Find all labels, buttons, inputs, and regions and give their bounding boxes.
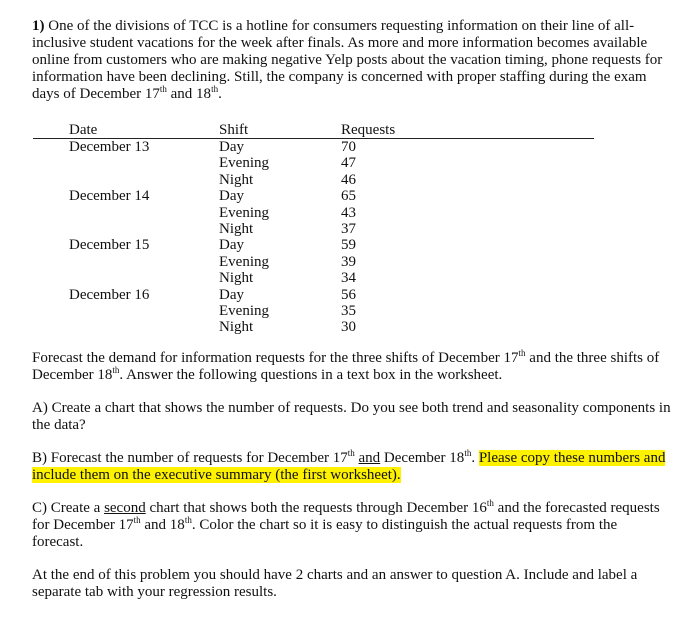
cell-shift: Day (219, 237, 244, 254)
forecast-sup-2: th (112, 364, 120, 375)
cell-date (33, 205, 219, 221)
cell-shift: Evening (219, 253, 269, 270)
question-c-sup-1: th (486, 497, 494, 508)
header-shift: Shift (219, 122, 341, 139)
question-b-highlight: Please copy these numbers and include them on the executive summary (the first worksheet). (32, 449, 666, 483)
intro-sup-1: th (159, 84, 167, 94)
question-a (32, 400, 672, 434)
intro-text-2: and 18 (166, 86, 212, 102)
cell-shift: Day (219, 188, 244, 205)
question-b-and: and (358, 449, 381, 466)
question-c (32, 497, 672, 551)
table-row (33, 287, 594, 303)
cell-shift: Night (219, 319, 254, 336)
question-c-sup-3: th (184, 514, 192, 525)
cell-date (33, 221, 219, 237)
requests-table (33, 122, 594, 336)
table-row (33, 270, 594, 286)
cell-date (33, 319, 219, 335)
cell-requests: 35 (341, 303, 356, 320)
cell-shift: Night (219, 270, 254, 287)
question-number: 1) (32, 18, 45, 34)
cell-shift: Evening (219, 303, 269, 320)
cell-date: December 13 (69, 139, 150, 155)
intro-text-1: One of the divisions of TCC is a hotline for consumers requesting information on their line of all-inclusive student vacations for the week after finals. As more and more information becomes available online from customers who are making negative Yelp posts about the vacation timing, phone requests for information have been declining. Still, the company is concerned with proper staffing during the exam days of December 17 (32, 18, 663, 102)
table-row (33, 237, 594, 253)
table-body (33, 139, 594, 336)
question-b-text-3: December 18 (380, 449, 465, 466)
cell-requests: 70 (341, 139, 356, 155)
table-row (33, 172, 594, 188)
cell-requests: 37 (341, 221, 356, 238)
question-c-text-2: chart that shows both the requests through December 16 (145, 499, 487, 516)
closing-text: At the end of this problem you should have 2 charts and an answer to question A. Include and label a separate tab with your regression results. (32, 566, 638, 600)
question-b-sup-2: th (464, 447, 472, 458)
cell-requests: 59 (341, 237, 356, 254)
cell-date: December 16 (69, 286, 150, 303)
cell-shift: Evening (219, 204, 269, 221)
question-a-text: A) Create a chart that shows the number of requests. Do you see both trend and seasonality components in the data? (32, 399, 671, 433)
table-row (33, 188, 594, 204)
question-c-second: second (104, 499, 146, 516)
cell-date (33, 270, 219, 286)
cell-requests: 65 (341, 188, 356, 205)
question-b-text-1: B) Forecast the number of requests for December 17 (32, 449, 348, 466)
forecast-text-1: Forecast the demand for information requests for the three shifts of December 17 (32, 349, 519, 366)
question-c-text-3: and the forecasted requests for December 17 (32, 499, 660, 533)
cell-date (33, 155, 219, 171)
cell-date: December 15 (69, 237, 150, 254)
question-b-text-4: . (471, 449, 479, 466)
cell-requests: 30 (341, 319, 356, 336)
table-row (33, 205, 594, 221)
table-header-row (33, 122, 594, 139)
cell-requests: 47 (341, 155, 356, 172)
cell-date (33, 172, 219, 188)
closing-paragraph (32, 567, 672, 601)
cell-date (33, 254, 219, 270)
table-row (33, 303, 594, 319)
question-c-sup-2: th (133, 514, 141, 525)
cell-shift: Night (219, 221, 254, 238)
cell-date: December 14 (69, 188, 150, 205)
forecast-sup-1: th (518, 347, 526, 358)
cell-requests: 56 (341, 286, 356, 303)
cell-date (33, 303, 219, 319)
intro-paragraph (32, 18, 672, 103)
cell-requests: 34 (341, 270, 356, 287)
cell-requests: 46 (341, 171, 356, 188)
forecast-text-3: . Answer the following questions in a text box in the worksheet. (119, 366, 503, 383)
question-c-text-4: and 18 (140, 516, 185, 533)
cell-shift: Day (219, 286, 244, 303)
document-page (32, 10, 672, 601)
table-row (33, 221, 594, 237)
cell-shift: Night (219, 171, 254, 188)
intro-sup-2: th (211, 84, 219, 94)
forecast-paragraph (32, 347, 672, 384)
table-row (33, 139, 594, 156)
cell-shift: Evening (219, 155, 269, 172)
table-row (33, 155, 594, 171)
header-date: Date (33, 122, 219, 139)
header-requests: Requests (341, 122, 594, 139)
question-c-text-5: . Color the chart so it is easy to distinguish the actual requests from the forecast. (32, 516, 618, 550)
cell-requests: 39 (341, 253, 356, 270)
table-row (33, 319, 594, 335)
intro-text-3: . (218, 86, 222, 102)
question-c-text-1: C) Create a (32, 499, 105, 516)
table-row (33, 254, 594, 270)
cell-shift: Day (219, 139, 244, 155)
cell-requests: 43 (341, 204, 356, 221)
forecast-text-2: and the three shifts of December 18 (32, 349, 660, 383)
question-b (32, 447, 672, 484)
question-b-sup-1: th (347, 447, 355, 458)
